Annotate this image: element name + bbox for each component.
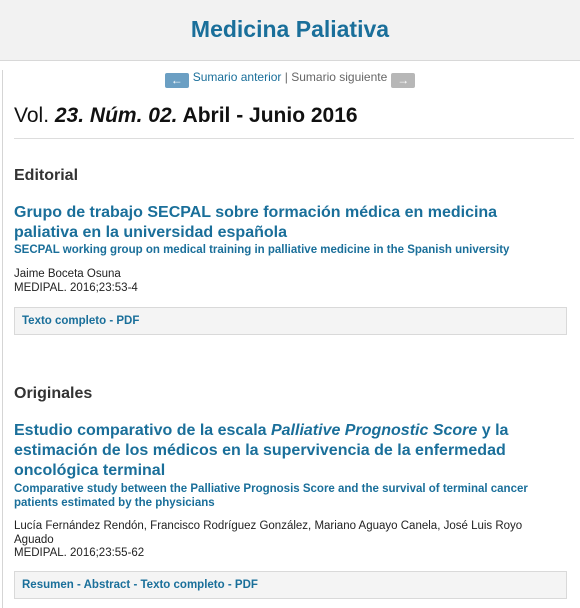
pdf-link[interactable]: PDF (234, 579, 258, 591)
article-title-part: y la estimación de los médicos en la supervivencia de la enfermedad oncológica terminal (14, 422, 509, 479)
pdf-link[interactable]: PDF (116, 315, 140, 327)
vol-number: 23. (54, 104, 85, 127)
link-separator: - (133, 579, 138, 591)
full-text-link[interactable]: Texto completo (22, 315, 107, 327)
link-separator: - (76, 579, 81, 591)
link-separator: - (227, 579, 232, 591)
article-title-part: Estudio comparativo de la escala (14, 422, 271, 439)
full-text-link[interactable]: Texto completo (140, 579, 225, 591)
article-citation: MEDIPAL. 2016;23:53-4 (14, 282, 138, 294)
issue-heading (14, 104, 358, 128)
right-arrow-icon[interactable]: → (391, 73, 415, 88)
article-links-box (14, 307, 567, 335)
issue-period: Abril - Junio 2016 (182, 104, 358, 127)
article-subtitle[interactable]: Comparative study between the Palliative Prognosis Score and the survival of terminal cancer patients estimated by the physicians (14, 483, 528, 509)
link-separator: - (109, 315, 114, 327)
summary-link[interactable]: Resumen (22, 579, 74, 591)
article-authors: Lucía Fernández Rendón, Francisco Rodríguez González, Mariano Aguayo Canela, José Luis Royo Aguado (14, 520, 523, 546)
vol-label: Vol. (14, 104, 50, 127)
journal-title[interactable]: Medicina Paliativa (190, 16, 390, 42)
article-title[interactable] (14, 421, 559, 481)
article-authors: Jaime Boceta Osuna (14, 268, 121, 280)
article-title-italic: Palliative Prognostic Score (270, 422, 478, 439)
nav-separator: | (284, 70, 288, 84)
num-label: Núm. (89, 104, 143, 127)
article-links-box (14, 571, 567, 599)
previous-issue-link[interactable]: Sumario anterior (192, 70, 282, 84)
issue-navigation (0, 70, 580, 88)
header-bar (0, 0, 580, 61)
section-heading-originales: Originales (14, 385, 93, 402)
left-arrow-icon[interactable]: ← (165, 73, 189, 88)
divider (14, 138, 574, 139)
section-heading-editorial: Editorial (14, 167, 79, 184)
article-citation: MEDIPAL. 2016;23:55-62 (14, 547, 145, 559)
abstract-link[interactable]: Abstract (83, 579, 131, 591)
article-title[interactable]: Grupo de trabajo SECPAL sobre formación médica en medicina paliativa en la universidad española (14, 204, 498, 241)
left-border (2, 70, 3, 608)
num-number: 02. (148, 104, 178, 127)
next-issue-link[interactable]: Sumario siguiente (291, 70, 388, 84)
article-subtitle[interactable]: SECPAL working group on medical training in palliative medicine in the Spanish university (14, 244, 510, 256)
